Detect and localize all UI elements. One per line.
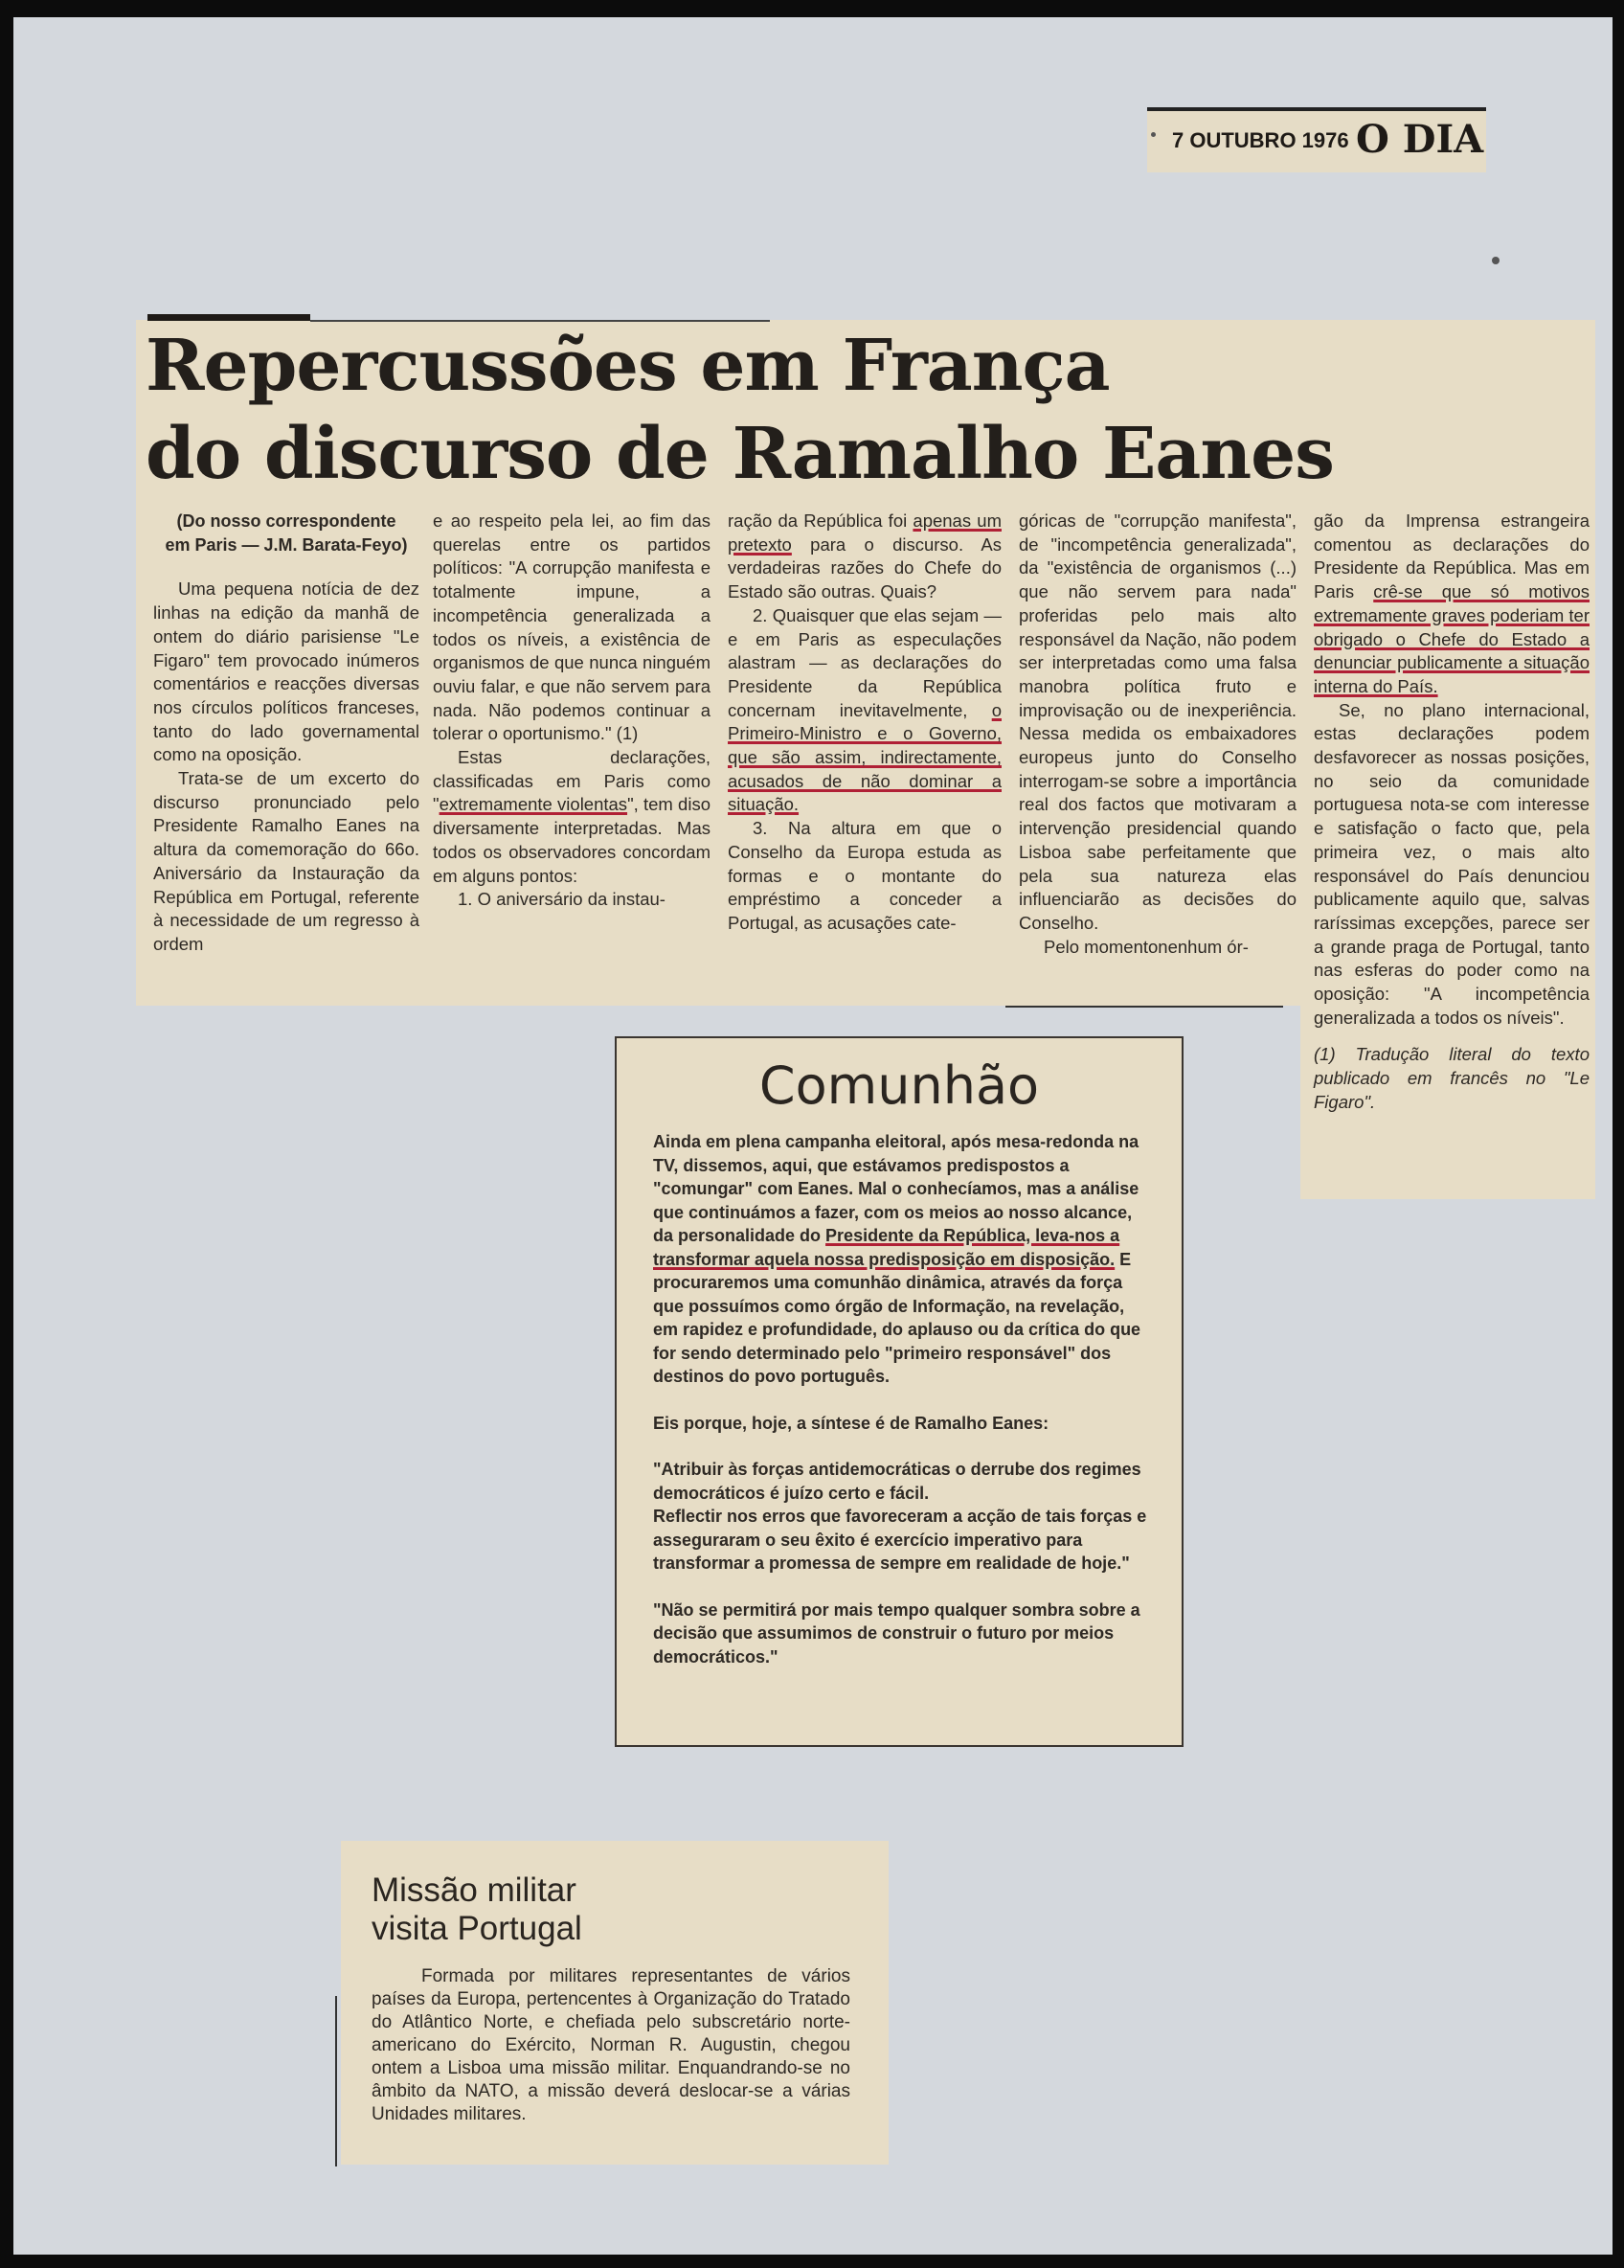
- spot-mark: [1151, 132, 1156, 137]
- paragraph: [728, 510, 1002, 604]
- missao-title: [372, 1871, 582, 1948]
- byline-line-1: (Do nosso correspondente: [176, 511, 396, 531]
- byline-line-2: em Paris — J.M. Barata-Feyo): [165, 534, 408, 555]
- underlined-text: apenas um pretexto: [728, 510, 1002, 555]
- quote: Reflectir nos erros que favoreceram a acção de tais forças e asseguraram o seu êxito é exercício imperativo para transformar a promessa de sempre em realidade de hoje.": [653, 1507, 1147, 1573]
- text-run: 2. Quaisquer que elas sejam — e em Paris as especulações alastram — as declarações do Presidente da República concernam inevitavelmente,: [728, 604, 1002, 720]
- missao-title-line-1: Missão militar: [372, 1871, 576, 1909]
- comunhao-title: Comunhão: [758, 1055, 1040, 1116]
- missao-title-line-2: visita Portugal: [372, 1910, 582, 1947]
- text-run: Estas declarações, classificadas em Paris como ": [433, 747, 710, 815]
- paragraph: Trata-se de um excerto do discurso pronunciado pelo Presidente Ramalho Eanes na altura da comemoração do 66o. Aniversário da Instauração da República em Portugal, referente à necessidade de um regresso à ordem: [153, 768, 419, 954]
- text-run: ", tem diso diversamente interpretadas. Mas todos os observadores concordam em alguns pontos:: [433, 794, 710, 886]
- headline-line-2: do discurso de Ramalho Eanes: [146, 413, 1334, 495]
- article-column-2: [433, 510, 710, 912]
- paragraph: Pelo momentonenhum ór-: [1044, 936, 1249, 957]
- paragraph: e ao respeito pela lei, ao fim das querelas entre os partidos políticos: "A corrupção manifesta e totalmente impune, a incompetência generalizada a todos os níveis, a existência de organismos de que nunca ninguém ouviu falar, e que não servem para nada. Não podemos continuar a tolerar o oportunismo." (1): [433, 510, 710, 744]
- article-column-1: [153, 510, 419, 957]
- paragraph: Eis porque, hoje, a síntese é de Ramalho Eanes:: [653, 1413, 1049, 1433]
- text-run: gão da Imprensa estrangeira comentou as declarações do Presidente da República. Mas em Paris: [1314, 510, 1590, 602]
- article-column-4: [1019, 510, 1297, 959]
- text-run: para o discurso. As verdadeiras razões do Chefe do Estado são outras. Quais?: [728, 533, 1002, 602]
- paragraph: [433, 746, 710, 888]
- missao-body: Formada por militares representantes de vários países da Europa, pertencentes à Organização do Tratado do Atlântico Norte, e chefiada pelo subscretário norte-americano do Exército, Norman R. Augustin, chegou ontem a Lisboa uma missão militar. Enquandrando-se no âmbito da NATO, a missão deverá deslocar-se a várias Unidades militares.: [372, 1966, 850, 2124]
- paragraph: [728, 604, 1002, 817]
- quote: "Não se permitirá por mais tempo qualquer sombra sobre a decisão que assumimos de construir o futuro por meios democráticos.": [653, 1599, 1140, 1667]
- paragraph: [1314, 510, 1590, 699]
- headline-rule: [147, 314, 310, 321]
- spot-mark: [1492, 257, 1500, 264]
- missao-clipping: [341, 1841, 889, 2165]
- text-run: ração da República foi: [728, 510, 914, 531]
- text-run: E procuraremos uma comunhão dinâmica, através da força que possuímos como órgão de Informação, na revelação, em rapidez e profundidade, do aplauso ou da crítica do que for sendo determinado pelo "primeiro responsável" dos destinos do povo português.: [653, 1249, 1141, 1386]
- newspaper-masthead: [1147, 107, 1486, 172]
- masthead-paper-name: O DIA: [1356, 117, 1484, 162]
- paragraph: Uma pequena notícia de dez linhas na edição da manhã de ontem do diário parisiense "Le Figaro" tem provocado inúmeros comentários e reacções diversas nos círculos políticos franceses, tanto do lado governamental como na oposição.: [153, 578, 419, 765]
- text-run: Ainda em plena campanha eleitoral, após mesa-redonda na TV, dissemos, aqui, que estávamos predispostos a "comungar" com Eanes. Mal o conhecíamos, mas a análise que continuámos a fazer, com os meios ao nosso alcance, da personalidade do: [653, 1132, 1139, 1245]
- footnote: (1) Tradução literal do texto publicado em francês no "Le Figaro".: [1314, 1044, 1590, 1112]
- headline-line-1: Repercussões em França: [146, 325, 1110, 407]
- paragraph: Se, no plano internacional, estas declarações podem desfavorecer as nossas posições, no seio da comunidade portuguesa nota-se com interesse e satisfação o facto que, pela primeira vez, o mais alto responsável do País denunciou publicamente aquilo que, salvas raríssimas excepções, parece ser a grande praga de Portugal, tanto nas esferas do poder como na oposição: "A incompetência generalizada a todos os níveis".: [1314, 699, 1590, 1028]
- comunhao-box: [615, 1036, 1184, 1747]
- article-column-3: [728, 510, 1002, 936]
- article-bottom-rule: [1005, 1006, 1283, 1008]
- quote: "Atribuir às forças antidemocráticas o derrube dos regimes democráticos é juízo certo e fácil.: [653, 1460, 1141, 1503]
- masthead-date: 7 OUTUBRO 1976: [1172, 128, 1349, 152]
- paragraph: 1. O aniversário da instau-: [458, 889, 665, 910]
- missao-side-rule: [335, 1996, 337, 2166]
- paragraph: [653, 1130, 1147, 1389]
- underlined-text: o Primeiro-Ministro e o Governo, que são assim, indirectamente, acusados de não dominar a situação.: [728, 699, 1002, 815]
- paragraph: góricas de "corrupção manifesta", de "incompetência generalizada", da "existência de organismos (...) que não servem para nada" proferidas pelo mais alto responsável da Nação, não podem ser interpretadas como uma falsa manobra política fruto e improvisação ou de inexperiência. Nessa medida os embaixadores europeus junto do Conselho interrogam-se sobre a importância real dos factos que motivaram a intervenção presidencial quando Lisboa sabe perfeitamente que pela sua natureza elas influenciarão as decisões do Conselho.: [1019, 510, 1297, 933]
- article-column-5: [1314, 510, 1590, 1115]
- underlined-text: extremamente violentas: [439, 794, 628, 815]
- underlined-text: Presidente da República, leva-nos a transformar aquela nossa predisposição em disposição.: [653, 1226, 1120, 1269]
- article-headline: [146, 322, 1334, 498]
- byline: [153, 510, 419, 556]
- comunhao-body: [653, 1130, 1147, 1691]
- paragraph: 3. Na altura em que o Conselho da Europa estuda as formas e o montante do empréstimo a conceder a Portugal, as acusações cate-: [728, 818, 1002, 933]
- underlined-text: crê-se que só motivos extremamente graves poderiam ter obrigado o Chefe do Estado a denunciar publicamente a situação interna do País.: [1314, 581, 1590, 696]
